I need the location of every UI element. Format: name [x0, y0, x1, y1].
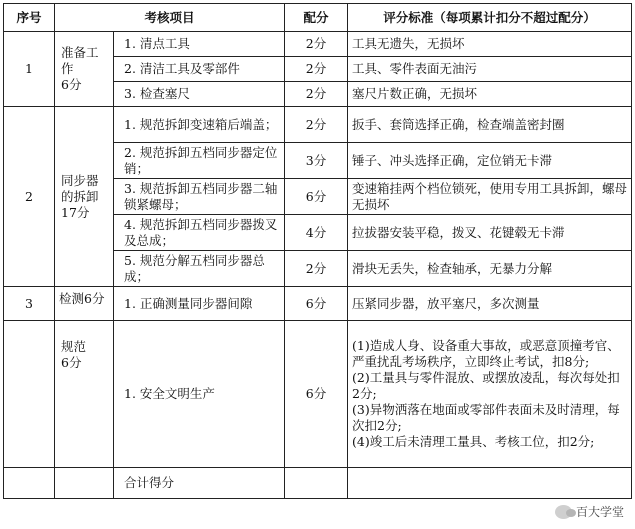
header-score: 配分 — [285, 4, 348, 32]
total-label: 合计得分 — [114, 468, 285, 499]
criteria-line: (3)异物洒落在地面或零部件表面未及时清理，每次扣2分; — [352, 402, 620, 433]
table-row — [4, 321, 632, 468]
criteria-line: (2)工量具与零件混放、或摆放凌乱，每次每处扣2分; — [352, 370, 620, 401]
criteria-cell: 压紧同步器，放平塞尺，多次测量 — [348, 287, 632, 321]
criteria-cell: 锤子、冲头选择正确，定位销无卡滞 — [348, 143, 632, 179]
seq-cell — [4, 321, 55, 468]
item-cell: 1. 安全文明生产 — [114, 321, 285, 468]
score-cell: 2分 — [285, 82, 348, 107]
total-row — [4, 468, 632, 499]
score-cell: 2分 — [285, 107, 348, 143]
score-cell: 4分 — [285, 215, 348, 251]
item-cell: 5. 规范分解五档同步器总成； — [114, 251, 285, 287]
criteria-cell: 拉拔器安装平稳，拨叉、花键毂无卡滞 — [348, 215, 632, 251]
item-cell: 1. 清点工具 — [114, 32, 285, 57]
header-row — [4, 4, 632, 32]
total-category-cell — [55, 468, 114, 499]
item-cell: 4. 规范拆卸五档同步器拨叉及总成； — [114, 215, 285, 251]
criteria-cell: 塞尺片数正确，无损坏 — [348, 82, 632, 107]
table-row — [4, 32, 632, 57]
score-cell: 2分 — [285, 57, 348, 82]
criteria-line: (4)竣工后未清理工量具、考核工位，扣2分; — [352, 434, 595, 449]
item-cell: 2. 清洁工具及零部件 — [114, 57, 285, 82]
category-cell: 准备工作 6分 — [55, 32, 114, 107]
category-cell: 规范 6分 — [55, 321, 114, 468]
total-seq-cell — [4, 468, 55, 499]
score-cell: 2分 — [285, 251, 348, 287]
criteria-cell: 工具无遗失，无损坏 — [348, 32, 632, 57]
header-seq: 序号 — [4, 4, 55, 32]
score-cell: 6分 — [285, 179, 348, 215]
header-criteria: 评分标准（每项累计扣分不超过配分） — [348, 4, 632, 32]
item-cell: 1. 规范拆卸变速箱后端盖； — [114, 107, 285, 143]
seq-cell: 2 — [4, 107, 55, 287]
criteria-cell: 变速箱挂两个档位锁死，使用专用工具拆卸，螺母无损坏 — [348, 179, 632, 215]
score-cell: 6分 — [285, 287, 348, 321]
criteria-cell — [348, 321, 632, 468]
criteria-cell: 扳手、套筒选择正确，检查端盖密封圈 — [348, 107, 632, 143]
criteria-cell: 工具、零件表面无油污 — [348, 57, 632, 82]
total-criteria-cell — [348, 468, 632, 499]
category-cell: 同步器 的拆卸 17分 — [55, 107, 114, 287]
watermark-text: 百大学堂 — [575, 505, 624, 519]
watermark — [552, 502, 627, 521]
item-cell: 3. 检查塞尺 — [114, 82, 285, 107]
table-row — [4, 287, 632, 321]
total-score-cell — [285, 468, 348, 499]
item-cell: 1. 正确测量同步器间隙 — [114, 287, 285, 321]
assessment-table — [3, 3, 632, 499]
item-cell: 3. 规范拆卸五档同步器二轴锁紧螺母； — [114, 179, 285, 215]
criteria-cell: 滑块无丢失，检查轴承，无暴力分解 — [348, 251, 632, 287]
score-cell: 2分 — [285, 32, 348, 57]
category-cell: 检测6分 — [55, 287, 114, 321]
criteria-line: (1)造成人身、设备重大事故，或恶意顶撞考官、严重扰乱考场秩序，立即终止考试，扣8分; — [352, 338, 620, 369]
header-item: 考核项目 — [55, 4, 285, 32]
item-cell: 2. 规范拆卸五档同步器定位销； — [114, 143, 285, 179]
wechat-icon — [555, 505, 572, 519]
seq-cell: 1 — [4, 32, 55, 107]
seq-cell: 3 — [4, 287, 55, 321]
score-cell: 6分 — [285, 321, 348, 468]
table-row — [4, 107, 632, 143]
score-cell: 3分 — [285, 143, 348, 179]
